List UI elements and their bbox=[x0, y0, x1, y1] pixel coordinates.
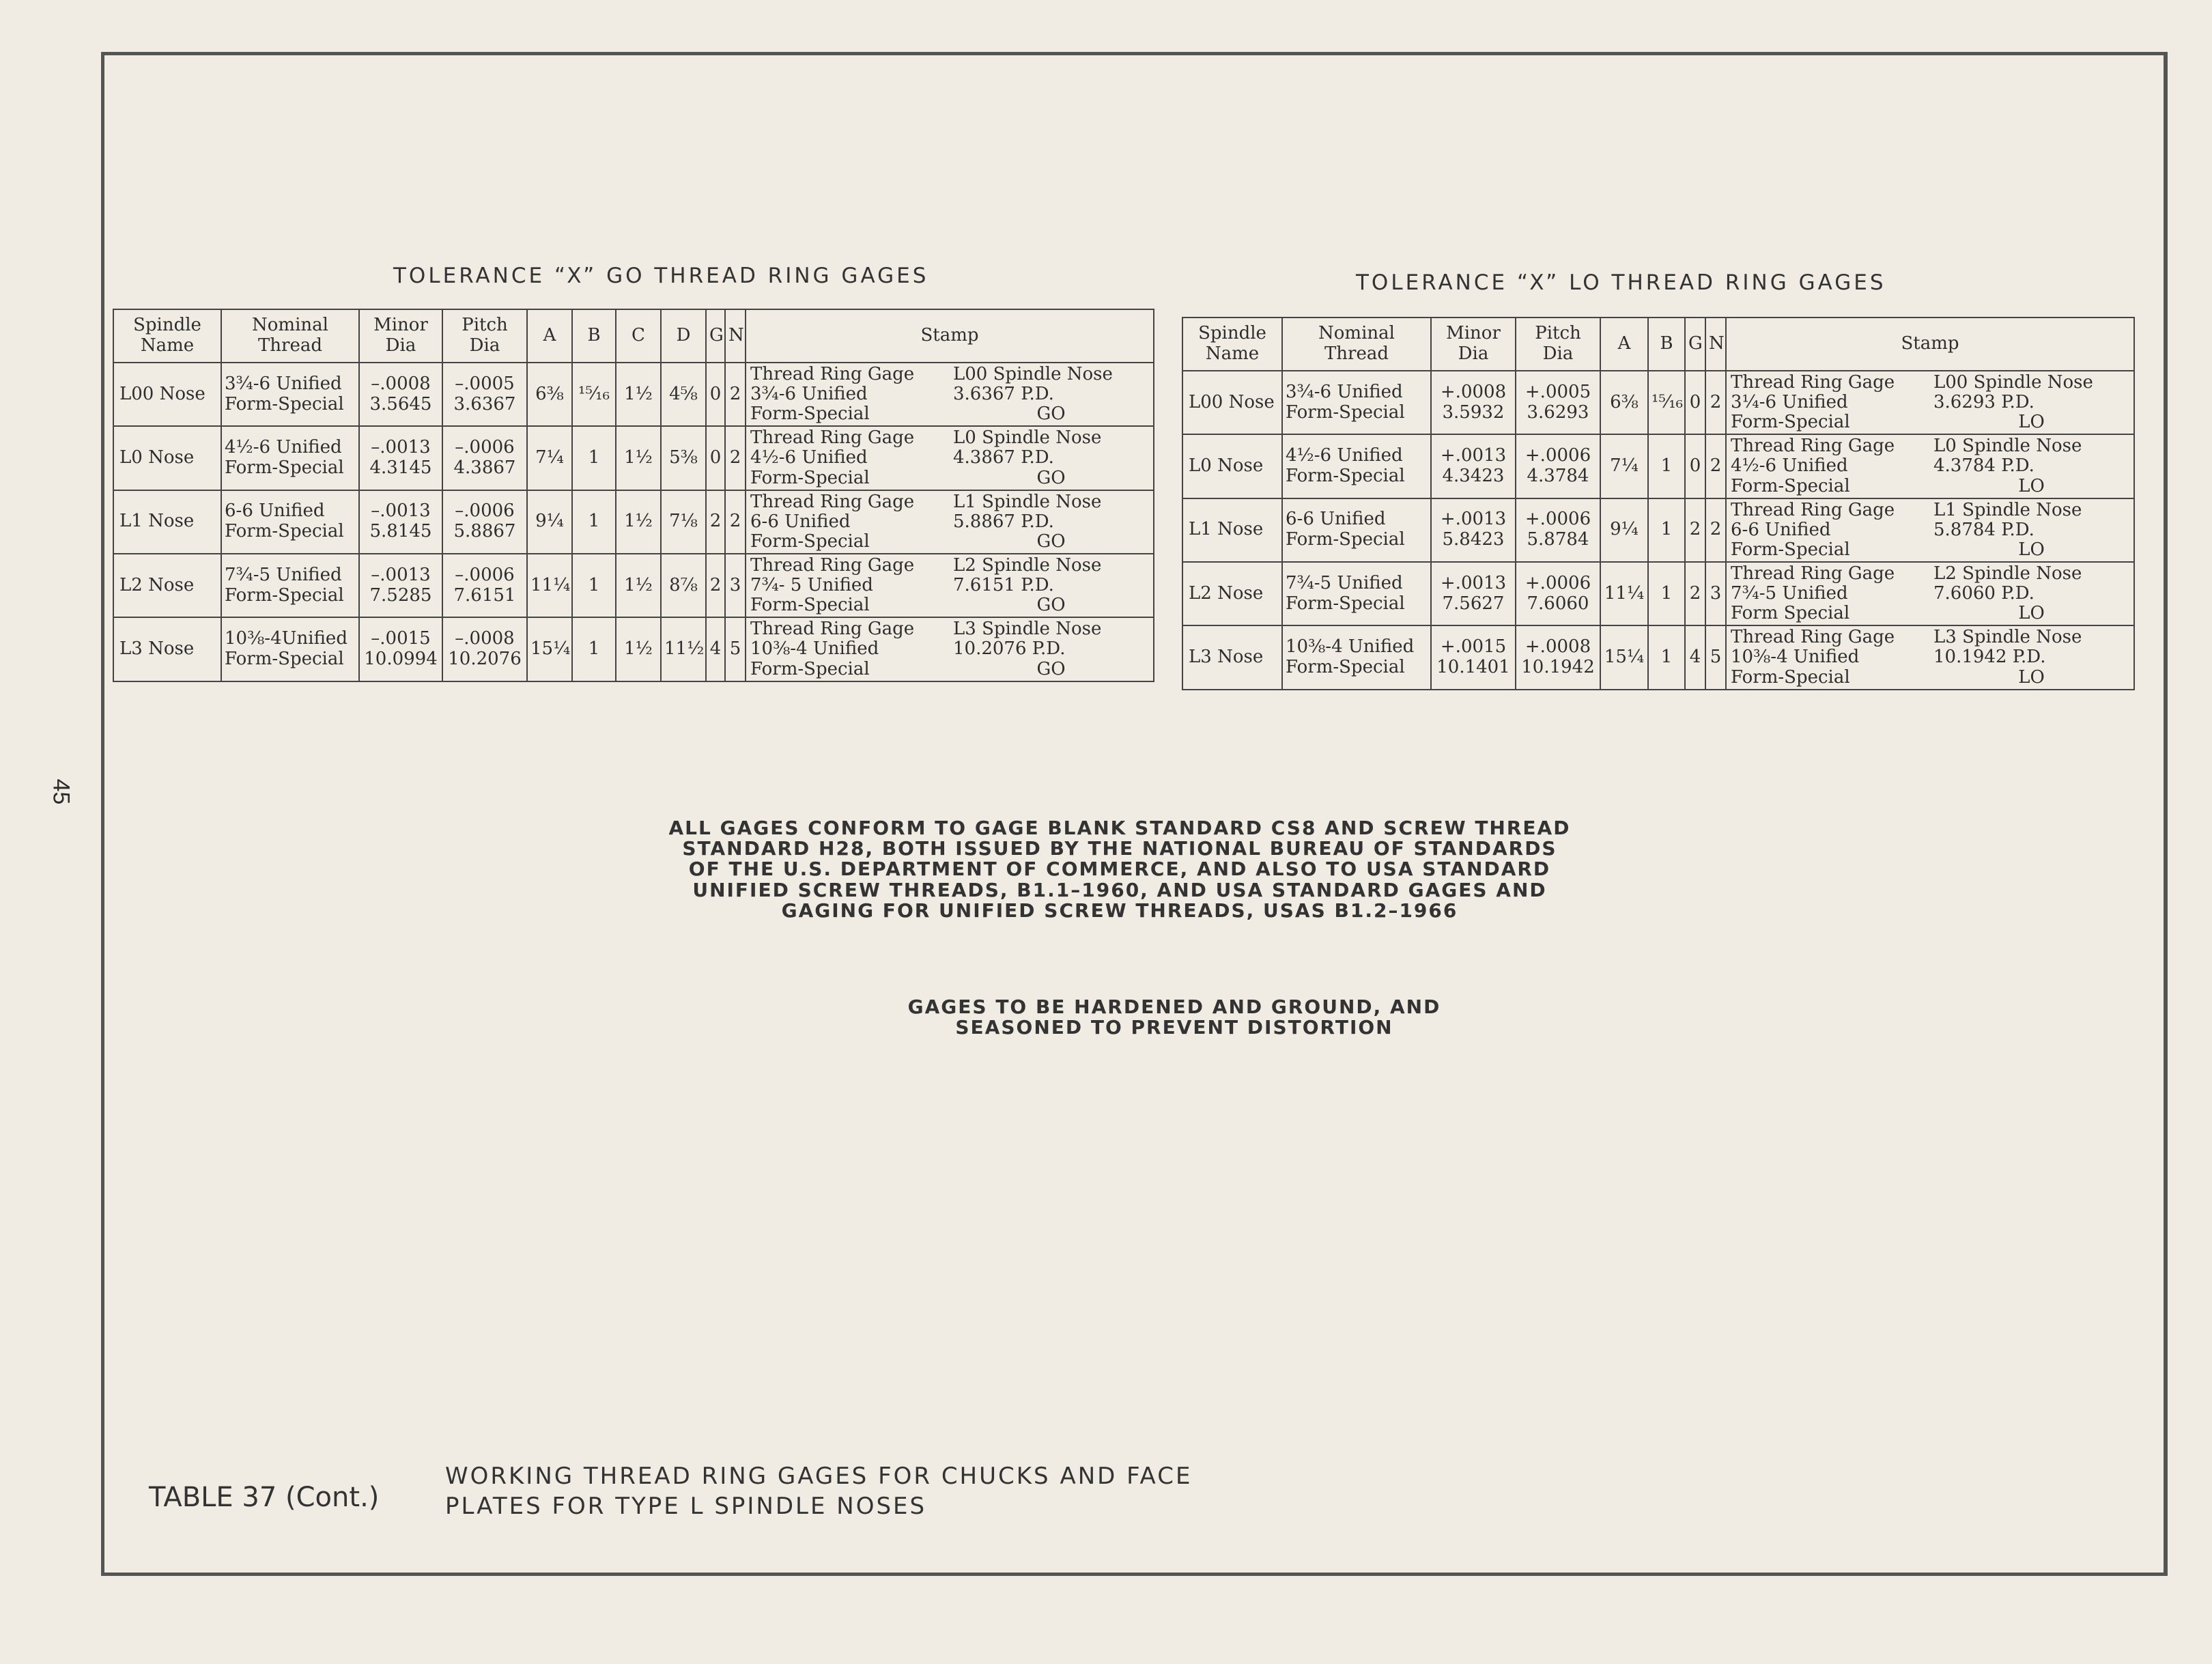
a-cell: 7¼ bbox=[1600, 434, 1648, 498]
stamp-line: L0 Spindle Nose bbox=[953, 427, 1102, 449]
minor-dia-cell bbox=[1431, 434, 1516, 498]
stamp-line: Form-Special bbox=[750, 658, 870, 679]
c-cell: 1½ bbox=[616, 554, 661, 617]
b-cell: 1 bbox=[1648, 562, 1685, 625]
a-cell: 11¼ bbox=[527, 554, 572, 617]
stamp-line: L00 Spindle Nose bbox=[953, 364, 1113, 384]
stamp-line: 3.6367 P.D. bbox=[953, 384, 1054, 405]
spindle-name-cell: L2 Nose bbox=[1182, 562, 1282, 625]
minor-dia-line2: 3.5932 bbox=[1442, 401, 1505, 423]
caption-line: PLATES FOR TYPE L SPINDLE NOSES bbox=[445, 1493, 927, 1521]
stamp-line: 4½-6 Unified bbox=[1731, 455, 1848, 477]
go-header-c: C bbox=[616, 309, 661, 363]
pitch-dia-cell bbox=[1516, 625, 1600, 689]
stamp-line: 4½-6 Unified bbox=[750, 447, 868, 468]
minor-dia-line1: +.0015 bbox=[1440, 636, 1507, 658]
stamp-cell bbox=[1726, 562, 2134, 625]
stamp-line: 10.1942 P.D. bbox=[1933, 647, 2046, 668]
minor-dia-line1: +.0008 bbox=[1440, 381, 1507, 402]
g-cell: 2 bbox=[706, 490, 725, 554]
minor-dia-cell bbox=[1431, 562, 1516, 625]
stamp-line: GO bbox=[1036, 595, 1066, 616]
nominal-thread-line1: 6-6 Unified bbox=[225, 500, 325, 522]
lo-header-a: A bbox=[1600, 318, 1648, 371]
go-table-title: TOLERANCE “X” GO THREAD RING GAGES bbox=[393, 264, 929, 288]
stamp-text bbox=[746, 363, 1153, 425]
minor-dia-line2: 10.0994 bbox=[364, 648, 438, 669]
stamp-line: LO bbox=[2018, 475, 2045, 496]
go-header-b: B bbox=[572, 309, 616, 363]
stamp-text bbox=[746, 618, 1153, 680]
stamp-line: 5.8784 P.D. bbox=[1933, 519, 2034, 540]
pitch-dia-line1: –.0006 bbox=[455, 437, 515, 458]
go-header-g: G bbox=[706, 309, 725, 363]
pitch-dia-cell bbox=[442, 554, 527, 617]
stamp-line: GO bbox=[1036, 467, 1066, 488]
nominal-thread-cell bbox=[221, 617, 359, 681]
stamp-line: LO bbox=[2018, 539, 2045, 560]
table-row bbox=[1182, 434, 2134, 498]
pitch-dia-line1: +.0006 bbox=[1525, 445, 1591, 466]
a-cell: 6⅜ bbox=[1600, 371, 1648, 434]
stamp-text bbox=[1727, 435, 2133, 497]
stamp-text bbox=[1727, 626, 2133, 688]
minor-dia-cell bbox=[359, 426, 442, 490]
minor-dia-line2: 5.8423 bbox=[1442, 529, 1505, 550]
pitch-dia-cell bbox=[442, 617, 527, 681]
g-cell: 0 bbox=[1685, 371, 1705, 434]
stamp-line: L2 Spindle Nose bbox=[1933, 563, 2082, 584]
hardening-note-line: GAGES TO BE HARDENED AND GROUND, AND bbox=[907, 996, 1441, 1018]
stamp-line: 7.6060 P.D. bbox=[1933, 583, 2034, 604]
minor-dia-line2: 7.5285 bbox=[369, 584, 432, 606]
go-header-minor-dia: Minor Dia bbox=[359, 309, 442, 363]
table-row bbox=[113, 554, 1154, 617]
a-cell: 11¼ bbox=[1600, 562, 1648, 625]
stamp-cell bbox=[1726, 498, 2134, 562]
stamp-line: 7¾- 5 Unified bbox=[750, 575, 873, 596]
pitch-dia-cell bbox=[442, 426, 527, 490]
g-cell: 2 bbox=[1685, 562, 1705, 625]
nominal-thread-cell bbox=[221, 490, 359, 554]
b-cell: 1 bbox=[1648, 434, 1685, 498]
stamp-line: L0 Spindle Nose bbox=[1933, 436, 2082, 457]
nominal-thread-line2: Form-Special bbox=[225, 648, 344, 669]
table-label: TABLE 37 (Cont.) bbox=[149, 1482, 380, 1513]
pitch-dia-line2: 4.3867 bbox=[453, 457, 516, 478]
minor-dia-line1: –.0013 bbox=[371, 564, 431, 585]
minor-dia-line2: 7.5627 bbox=[1442, 593, 1505, 614]
lo-header-spindle-name: Spindle Name bbox=[1182, 318, 1282, 371]
go-header-n: N bbox=[725, 309, 746, 363]
b-cell: 1 bbox=[572, 490, 616, 554]
lo-header-pitch-dia: Pitch Dia bbox=[1516, 318, 1600, 371]
n-cell: 2 bbox=[1705, 371, 1726, 434]
minor-dia-cell bbox=[359, 363, 442, 426]
stamp-line: Thread Ring Gage bbox=[1731, 563, 1895, 584]
stamp-line: L1 Spindle Nose bbox=[953, 491, 1102, 512]
c-cell: 1½ bbox=[616, 363, 661, 426]
d-cell: 8⅞ bbox=[661, 554, 706, 617]
stamp-line: Thread Ring Gage bbox=[750, 364, 915, 384]
table-row bbox=[1182, 498, 2134, 562]
spindle-name-cell: L3 Nose bbox=[113, 617, 221, 681]
go-header-d: D bbox=[661, 309, 706, 363]
nominal-thread-line1: 4½-6 Unified bbox=[1286, 445, 1403, 466]
a-cell: 15¼ bbox=[527, 617, 572, 681]
pitch-dia-line1: –.0006 bbox=[455, 564, 515, 585]
stamp-line: LO bbox=[2018, 412, 2045, 433]
nominal-thread-cell bbox=[221, 554, 359, 617]
g-cell: 4 bbox=[706, 617, 725, 681]
nominal-thread-line1: 4½-6 Unified bbox=[225, 437, 342, 458]
minor-dia-cell bbox=[359, 617, 442, 681]
d-cell: 4⅝ bbox=[661, 363, 706, 426]
stamp-cell bbox=[1726, 371, 2134, 434]
stamp-cell bbox=[746, 554, 1154, 617]
stamp-line: L1 Spindle Nose bbox=[1933, 499, 2082, 520]
nominal-thread-line1: 10⅜-4 Unified bbox=[1286, 636, 1415, 658]
nominal-thread-line1: 3¾-6 Unified bbox=[1286, 381, 1403, 402]
stamp-line: 4.3867 P.D. bbox=[953, 447, 1054, 468]
pitch-dia-line2: 4.3784 bbox=[1527, 465, 1589, 486]
stamp-line: L3 Spindle Nose bbox=[1933, 627, 2082, 648]
n-cell: 2 bbox=[725, 490, 746, 554]
n-cell: 5 bbox=[725, 617, 746, 681]
pitch-dia-cell bbox=[1516, 434, 1600, 498]
table-row bbox=[113, 490, 1154, 554]
hardening-note bbox=[765, 997, 1584, 1038]
b-cell: ¹⁵⁄₁₆ bbox=[1648, 371, 1685, 434]
a-cell: 7¼ bbox=[527, 426, 572, 490]
minor-dia-line2: 10.1401 bbox=[1436, 656, 1510, 677]
lo-header-b: B bbox=[1648, 318, 1685, 371]
minor-dia-cell bbox=[1431, 371, 1516, 434]
nominal-thread-cell bbox=[221, 363, 359, 426]
pitch-dia-cell bbox=[1516, 562, 1600, 625]
pitch-dia-cell bbox=[442, 490, 527, 554]
pitch-dia-line2: 7.6060 bbox=[1527, 593, 1589, 614]
stamp-line: 4.3784 P.D. bbox=[1933, 455, 2034, 477]
nominal-thread-line2: Form-Special bbox=[1286, 529, 1405, 550]
minor-dia-line2: 5.8145 bbox=[369, 521, 432, 542]
n-cell: 3 bbox=[1705, 562, 1726, 625]
stamp-line: Thread Ring Gage bbox=[750, 619, 915, 640]
stamp-cell bbox=[746, 426, 1154, 490]
a-cell: 9¼ bbox=[527, 490, 572, 554]
g-cell: 2 bbox=[706, 554, 725, 617]
minor-dia-cell bbox=[359, 554, 442, 617]
table-row bbox=[1182, 562, 2134, 625]
a-cell: 15¼ bbox=[1600, 625, 1648, 689]
pitch-dia-line1: –.0006 bbox=[455, 500, 515, 522]
go-header-spindle-name: Spindle Name bbox=[113, 309, 221, 363]
nominal-thread-line1: 3¾-6 Unified bbox=[225, 373, 342, 394]
n-cell: 5 bbox=[1705, 625, 1726, 689]
minor-dia-line2: 3.5645 bbox=[369, 393, 432, 414]
standards-note-line: GAGING FOR UNIFIED SCREW THREADS, USAS B1.2–1966 bbox=[781, 899, 1458, 922]
go-header-pitch-dia: Pitch Dia bbox=[442, 309, 527, 363]
b-cell: 1 bbox=[1648, 498, 1685, 562]
standards-note-line: UNIFIED SCREW THREADS, B1.1–1960, AND USA STANDARD GAGES AND bbox=[692, 878, 1547, 901]
spindle-name-cell: L1 Nose bbox=[1182, 498, 1282, 562]
nominal-thread-line2: Form-Special bbox=[225, 393, 344, 414]
stamp-text bbox=[746, 427, 1153, 489]
stamp-line: GO bbox=[1036, 658, 1066, 679]
table-row bbox=[1182, 625, 2134, 689]
stamp-line: Form-Special bbox=[1731, 539, 1850, 560]
minor-dia-line1: –.0008 bbox=[371, 373, 431, 394]
d-cell: 7⅛ bbox=[661, 490, 706, 554]
stamp-cell bbox=[746, 363, 1154, 426]
stamp-line: Thread Ring Gage bbox=[750, 491, 915, 512]
pitch-dia-line2: 7.6151 bbox=[453, 584, 516, 606]
spindle-name-cell: L0 Nose bbox=[113, 426, 221, 490]
nominal-thread-line2: Form-Special bbox=[1286, 656, 1405, 677]
spindle-name-cell: L3 Nose bbox=[1182, 625, 1282, 689]
minor-dia-line1: –.0013 bbox=[371, 500, 431, 522]
lo-header-stamp: Stamp bbox=[1726, 318, 2134, 371]
pitch-dia-line2: 5.8867 bbox=[453, 521, 516, 542]
pitch-dia-line1: –.0005 bbox=[455, 373, 515, 394]
stamp-line: 10.2076 P.D. bbox=[953, 638, 1066, 660]
pitch-dia-line1: +.0006 bbox=[1525, 509, 1591, 530]
stamp-cell bbox=[1726, 625, 2134, 689]
stamp-line: Thread Ring Gage bbox=[1731, 372, 1895, 393]
minor-dia-line1: +.0013 bbox=[1440, 509, 1507, 530]
stamp-text bbox=[1727, 499, 2133, 561]
stamp-line: 7.6151 P.D. bbox=[953, 575, 1054, 596]
pitch-dia-cell bbox=[1516, 498, 1600, 562]
c-cell: 1½ bbox=[616, 490, 661, 554]
b-cell: 1 bbox=[572, 554, 616, 617]
g-cell: 0 bbox=[1685, 434, 1705, 498]
g-cell: 0 bbox=[706, 426, 725, 490]
n-cell: 2 bbox=[1705, 498, 1726, 562]
pitch-dia-line2: 3.6367 bbox=[453, 393, 516, 414]
lo-header-nominal-thread: Nominal Thread bbox=[1282, 318, 1431, 371]
standards-note bbox=[635, 818, 1604, 921]
pitch-dia-line2: 10.1942 bbox=[1521, 656, 1595, 677]
minor-dia-cell bbox=[359, 490, 442, 554]
pitch-dia-line2: 3.6293 bbox=[1527, 401, 1589, 423]
d-cell: 5⅜ bbox=[661, 426, 706, 490]
stamp-line: LO bbox=[2018, 603, 2045, 624]
stamp-line: L2 Spindle Nose bbox=[953, 554, 1102, 576]
nominal-thread-cell bbox=[221, 426, 359, 490]
stamp-line: 7¾-5 Unified bbox=[1731, 583, 1848, 604]
nominal-thread-cell bbox=[1282, 625, 1431, 689]
minor-dia-line2: 4.3423 bbox=[1442, 465, 1505, 486]
n-cell: 2 bbox=[725, 363, 746, 426]
stamp-line: 10⅜-4 Unified bbox=[750, 638, 879, 660]
b-cell: 1 bbox=[1648, 625, 1685, 689]
nominal-thread-line1: 6-6 Unified bbox=[1286, 509, 1386, 530]
stamp-line: Thread Ring Gage bbox=[750, 427, 915, 449]
pitch-dia-line2: 10.2076 bbox=[448, 648, 522, 669]
b-cell: 1 bbox=[572, 426, 616, 490]
go-header-stamp: Stamp bbox=[746, 309, 1154, 363]
stamp-line: 3¼-6 Unified bbox=[1731, 392, 1848, 413]
stamp-line: 6-6 Unified bbox=[750, 511, 851, 532]
stamp-line: GO bbox=[1036, 404, 1066, 425]
stamp-line: 3.6293 P.D. bbox=[1933, 392, 2034, 413]
table-caption bbox=[445, 1461, 1192, 1521]
stamp-cell bbox=[1726, 434, 2134, 498]
g-cell: 4 bbox=[1685, 625, 1705, 689]
stamp-line: GO bbox=[1036, 531, 1066, 552]
c-cell: 1½ bbox=[616, 426, 661, 490]
nominal-thread-line2: Form-Special bbox=[1286, 593, 1405, 614]
minor-dia-line2: 4.3145 bbox=[369, 457, 432, 478]
nominal-thread-line1: 10⅜-4Unified bbox=[225, 628, 348, 649]
b-cell: ¹⁵⁄₁₆ bbox=[572, 363, 616, 426]
d-cell: 11½ bbox=[661, 617, 706, 681]
lo-table-header-row bbox=[1182, 318, 2134, 371]
minor-dia-line1: –.0015 bbox=[371, 628, 431, 649]
n-cell: 2 bbox=[1705, 434, 1726, 498]
lo-table-title: TOLERANCE “X” LO THREAD RING GAGES bbox=[1356, 270, 1886, 295]
page-number: 45 bbox=[48, 778, 74, 805]
a-cell: 9¼ bbox=[1600, 498, 1648, 562]
hardening-note-line: SEASONED TO PREVENT DISTORTION bbox=[955, 1016, 1393, 1039]
table-row bbox=[1182, 371, 2134, 434]
nominal-thread-cell bbox=[1282, 562, 1431, 625]
table-row bbox=[113, 617, 1154, 681]
stamp-line: 5.8867 P.D. bbox=[953, 511, 1054, 532]
table-row bbox=[113, 426, 1154, 490]
go-header-a: A bbox=[527, 309, 572, 363]
stamp-line: Form-Special bbox=[750, 531, 870, 552]
lo-thread-gage-table bbox=[1182, 317, 2135, 690]
pitch-dia-cell bbox=[442, 363, 527, 426]
spindle-name-cell: L00 Nose bbox=[1182, 371, 1282, 434]
lo-header-n: N bbox=[1705, 318, 1726, 371]
nominal-thread-cell bbox=[1282, 371, 1431, 434]
stamp-text bbox=[1727, 371, 2133, 434]
stamp-line: Form-Special bbox=[750, 595, 870, 616]
pitch-dia-line1: +.0008 bbox=[1525, 636, 1591, 658]
pitch-dia-line2: 5.8784 bbox=[1527, 529, 1589, 550]
minor-dia-line1: +.0013 bbox=[1440, 572, 1507, 593]
spindle-name-cell: L0 Nose bbox=[1182, 434, 1282, 498]
minor-dia-line1: –.0013 bbox=[371, 437, 431, 458]
stamp-line: L3 Spindle Nose bbox=[953, 619, 1102, 640]
stamp-line: Thread Ring Gage bbox=[1731, 436, 1895, 457]
g-cell: 2 bbox=[1685, 498, 1705, 562]
minor-dia-cell bbox=[1431, 625, 1516, 689]
stamp-text bbox=[1727, 563, 2133, 625]
stamp-cell bbox=[746, 617, 1154, 681]
stamp-cell bbox=[746, 490, 1154, 554]
caption-line: WORKING THREAD RING GAGES FOR CHUCKS AND FACE bbox=[445, 1463, 1193, 1490]
nominal-thread-line1: 7¾-5 Unified bbox=[1286, 572, 1403, 593]
lo-header-g: G bbox=[1685, 318, 1705, 371]
nominal-thread-line2: Form-Special bbox=[1286, 465, 1405, 486]
stamp-line: LO bbox=[2018, 666, 2045, 688]
go-table-header-row bbox=[113, 309, 1154, 363]
lo-header-minor-dia: Minor Dia bbox=[1431, 318, 1516, 371]
stamp-line: L00 Spindle Nose bbox=[1933, 372, 2093, 393]
table-row bbox=[113, 363, 1154, 426]
pitch-dia-line1: –.0008 bbox=[455, 628, 515, 649]
spindle-name-cell: L00 Nose bbox=[113, 363, 221, 426]
stamp-line: Form-Special bbox=[1731, 475, 1850, 496]
nominal-thread-line1: 7¾-5 Unified bbox=[225, 564, 342, 585]
standards-note-line: ALL GAGES CONFORM TO GAGE BLANK STANDARD CS8 AND SCREW THREAD bbox=[668, 817, 1571, 839]
stamp-line: Thread Ring Gage bbox=[1731, 499, 1895, 520]
n-cell: 3 bbox=[725, 554, 746, 617]
a-cell: 6⅜ bbox=[527, 363, 572, 426]
n-cell: 2 bbox=[725, 426, 746, 490]
stamp-line: Form Special bbox=[1731, 603, 1850, 624]
pitch-dia-line1: +.0006 bbox=[1525, 572, 1591, 593]
stamp-line: Form-Special bbox=[750, 467, 870, 488]
minor-dia-cell bbox=[1431, 498, 1516, 562]
nominal-thread-cell bbox=[1282, 498, 1431, 562]
nominal-thread-line2: Form-Special bbox=[225, 457, 344, 478]
nominal-thread-line2: Form-Special bbox=[225, 521, 344, 542]
nominal-thread-cell bbox=[1282, 434, 1431, 498]
stamp-line: 6-6 Unified bbox=[1731, 519, 1831, 540]
stamp-line: Thread Ring Gage bbox=[1731, 627, 1895, 648]
stamp-text bbox=[746, 491, 1153, 553]
standards-note-line: OF THE U.S. DEPARTMENT OF COMMERCE, AND ALSO TO USA STANDARD bbox=[688, 858, 1551, 881]
spindle-name-cell: L2 Nose bbox=[113, 554, 221, 617]
stamp-line: Form-Special bbox=[1731, 666, 1850, 688]
stamp-line: Form-Special bbox=[750, 404, 870, 425]
stamp-line: Thread Ring Gage bbox=[750, 554, 915, 576]
g-cell: 0 bbox=[706, 363, 725, 426]
nominal-thread-line2: Form-Special bbox=[1286, 401, 1405, 423]
c-cell: 1½ bbox=[616, 617, 661, 681]
go-thread-gage-table bbox=[113, 309, 1154, 682]
standards-note-line: STANDARD H28, BOTH ISSUED BY THE NATIONAL BUREAU OF STANDARDS bbox=[682, 837, 1557, 860]
stamp-line: 10⅜-4 Unified bbox=[1731, 647, 1860, 668]
stamp-line: Form-Special bbox=[1731, 412, 1850, 433]
spindle-name-cell: L1 Nose bbox=[113, 490, 221, 554]
pitch-dia-cell bbox=[1516, 371, 1600, 434]
nominal-thread-line2: Form-Special bbox=[225, 584, 344, 606]
go-header-nominal-thread: Nominal Thread bbox=[221, 309, 359, 363]
stamp-line: 3¾-6 Unified bbox=[750, 384, 868, 405]
minor-dia-line1: +.0013 bbox=[1440, 445, 1507, 466]
b-cell: 1 bbox=[572, 617, 616, 681]
pitch-dia-line1: +.0005 bbox=[1525, 381, 1591, 402]
stamp-text bbox=[746, 554, 1153, 617]
